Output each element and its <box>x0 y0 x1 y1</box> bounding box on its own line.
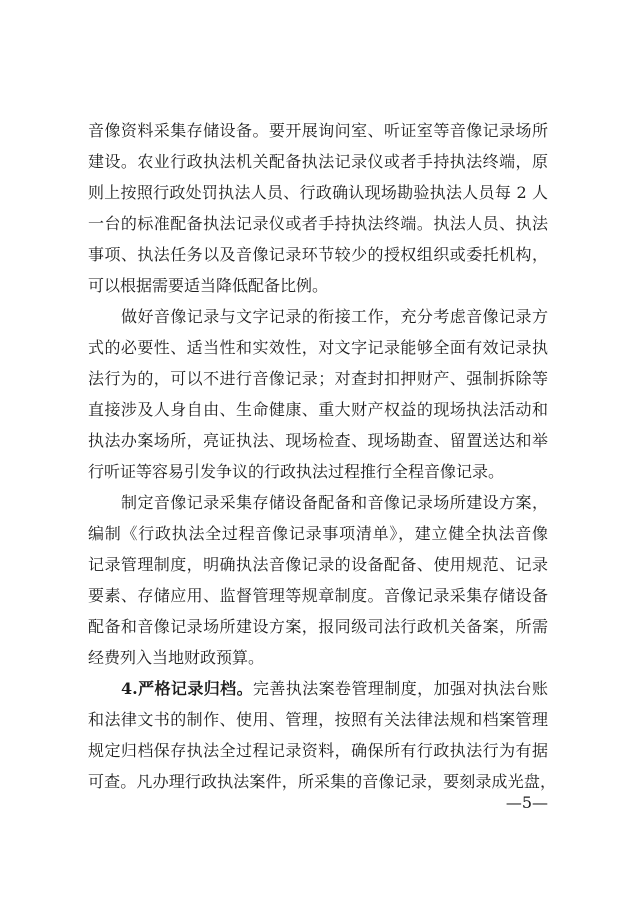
text-line: 直接涉及人身自由、生命健康、重大财产权益的现场执法活动和 <box>88 400 548 419</box>
text-line <box>88 673 548 704</box>
text-run: 完善执法案卷管理制度，加强对执法台账 <box>253 679 548 698</box>
paragraph-construction-plan <box>88 487 548 673</box>
paragraph-equipment <box>88 115 548 301</box>
text-line: 记录管理制度，明确执法音像记录的设备配备、使用规范、记录 <box>88 555 548 574</box>
text-line: 规定归档保存执法全过程记录资料，确保所有行政执法行为有据 <box>88 741 548 760</box>
text-line: 要素、存储应用、监督管理等规章制度。音像记录采集存储设备 <box>88 586 548 605</box>
text-line: 音像资料采集存储设备。要开展询问室、听证室等音像记录场所 <box>88 121 548 140</box>
text-line: 建设。农业行政执法机关配备执法记录仪或者手持执法终端，原 <box>88 152 548 171</box>
text-line: 执法办案场所，亮证执法、现场检查、现场勘查、留置送达和举 <box>88 431 548 450</box>
text-line: 和法律文书的制作、使用、管理，按照有关法律法规和档案管理 <box>88 710 548 729</box>
page-number: —5— <box>505 793 548 812</box>
text-line: 经费列入当地财政预算。 <box>88 648 265 667</box>
text-line: 可以根据需要适当降低配备比例。 <box>88 276 329 295</box>
text-line: 可查。凡办理行政执法案件，所采集的音像记录，要刻录成光盘， <box>88 772 556 791</box>
text-line: 事项、执法任务以及音像记录环节较少的授权组织或委托机构， <box>88 245 548 264</box>
text-line: 配备和音像记录场所建设方案，报同级司法行政机关备案，所需 <box>88 617 548 636</box>
paragraph-archiving <box>88 673 556 797</box>
paragraph-recording-linkage <box>88 301 548 487</box>
text-line: 编制《行政执法全过程音像记录事项清单》，建立健全执法音像 <box>88 524 548 543</box>
text-line: 法行为的，可以不进行音像记录；对查封扣押财产、强制拆除等 <box>88 369 548 388</box>
text-line: 则上按照行政处罚执法人员、行政确认现场勘验执法人员每 2 人 <box>88 183 548 202</box>
text-line: 做好音像记录与文字记录的衔接工作，充分考虑音像记录方 <box>121 307 548 326</box>
body-text <box>88 115 556 797</box>
text-line: 行听证等容易引发争议的行政执法过程推行全程音像记录。 <box>88 462 505 481</box>
section-heading: 4.严格记录归档。 <box>121 679 253 698</box>
text-line: 一台的标准配备执法记录仪或者手持执法终端。执法人员、执法 <box>88 214 548 233</box>
text-line: 制定音像记录采集存储设备配备和音像记录场所建设方案， <box>121 493 548 512</box>
text-line: 式的必要性、适当性和实效性，对文字记录能够全面有效记录执 <box>88 338 548 357</box>
